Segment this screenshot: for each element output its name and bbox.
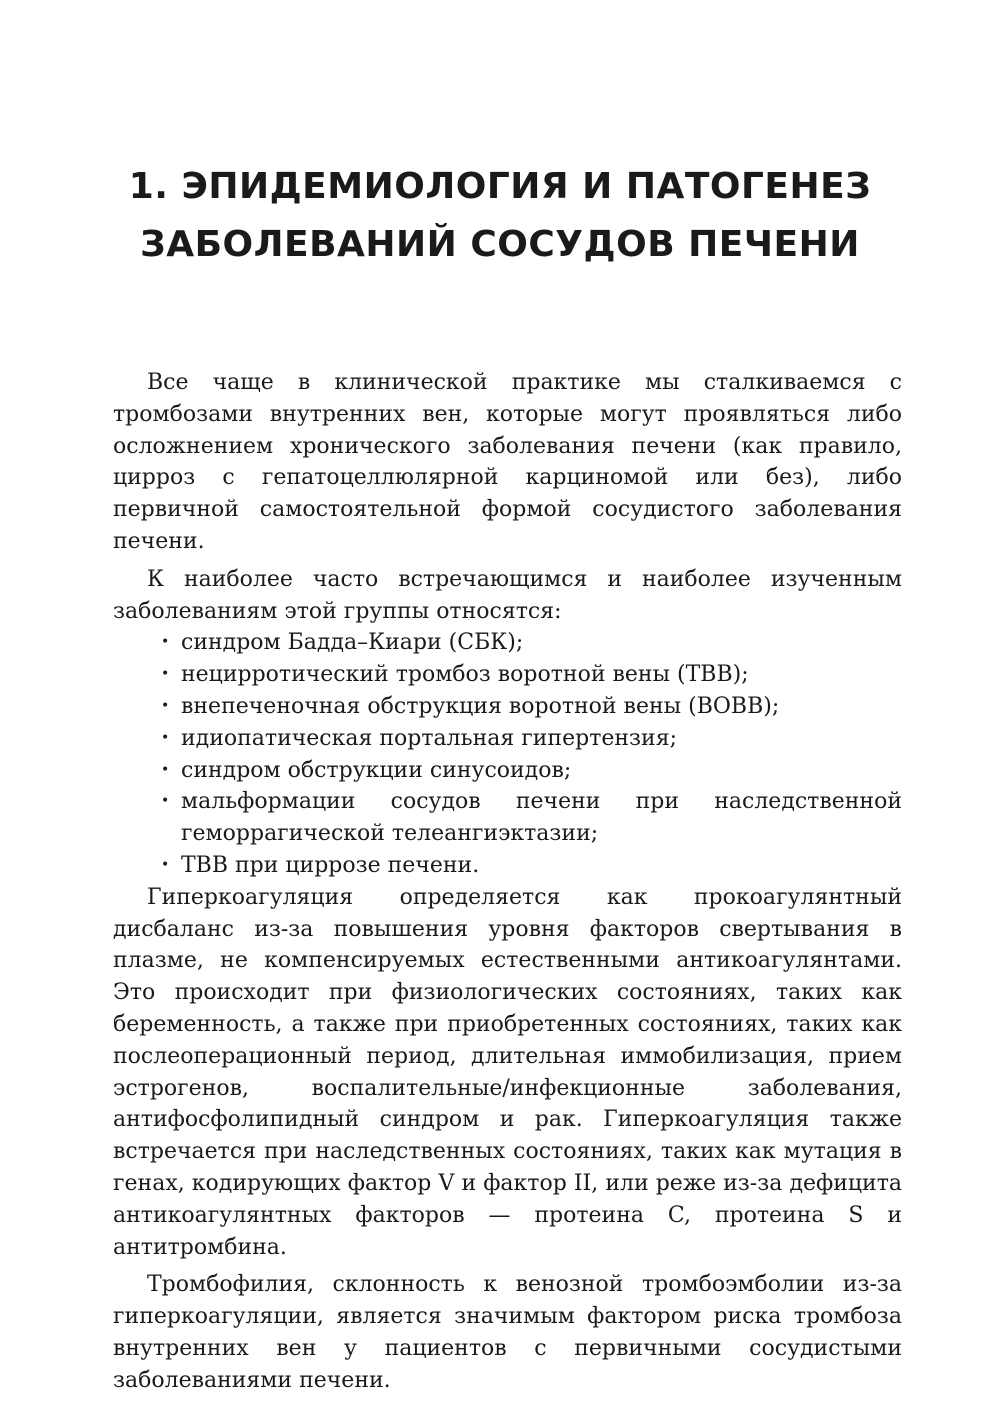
bullet-icon: • <box>161 761 170 778</box>
bullet-icon: • <box>161 793 170 810</box>
list-item <box>113 723 902 755</box>
bullet-icon: • <box>161 666 170 683</box>
paragraph-thrombophilia: Тромбофилия, склонность к венозной тромбоэмболии из-за гиперкоагуляции, является значимым фактором риска тромбоза внутренних вен у пациентов с первичными сосудистыми заболеваниями печени. <box>113 1272 902 1393</box>
bullet-icon: • <box>161 729 170 746</box>
bullet-icon: • <box>161 697 170 714</box>
bullet-icon: • <box>161 856 170 873</box>
list-item-text: идиопатическая портальная гипертензия; <box>181 725 677 751</box>
paragraph-hypercoagulation: Гиперкоагуляция определяется как прокоагулянтный дисбаланс из-за повышения уровня факторов свертывания в плазме, не компенсируемых естественными антикоагулянтами. Это происходит при физиологических состояниях, таких как беременность, а также при приобретенных состояниях, таких как послеоперационный период, длительная иммобилизация, прием эстрогенов, воспалительные/инфекционные заболевания, антифосфолипидный синдром и рак. Гиперкоагуляция также встречается при наследственных состояниях, таких как мутация в генах, кодирующих фактор V и фактор II, или реже из-за дефицита антикоагулянтных факторов — протеина C, протеина S и антитромбина. <box>113 884 902 1260</box>
list-item <box>113 627 902 659</box>
disease-list <box>113 627 902 881</box>
chapter-title-line-1: 1. ЭПИДЕМИОЛОГИЯ И ПАТОГЕНЕЗ <box>128 166 872 207</box>
list-item <box>113 755 902 787</box>
list-item-text: внепеченочная обструкция воротной вены (ВОВВ); <box>181 693 780 719</box>
list-item-text: ТВВ при циррозе печени. <box>181 852 480 878</box>
paragraph-list-intro: К наиболее часто встречающимся и наиболее изученным заболеваниям этой группы относятся: <box>113 566 902 624</box>
chapter-title <box>100 158 900 274</box>
list-item <box>113 850 902 882</box>
list-item-text: мальформации сосудов печени при наследственной геморрагической телеангиэктазии; <box>181 789 902 847</box>
list-item <box>113 659 902 691</box>
bullet-icon: • <box>161 634 170 651</box>
list-item <box>113 786 902 850</box>
chapter-body <box>113 367 902 1397</box>
list-item-text: синдром Бадда–Киари (СБК); <box>181 630 524 656</box>
list-item-text: синдром обструкции синусоидов; <box>181 757 572 783</box>
list-item <box>113 691 902 723</box>
chapter-title-line-2: ЗАБОЛЕВАНИЙ СОСУДОВ ПЕЧЕНИ <box>140 224 860 265</box>
paragraph-intro: Все чаще в клинической практике мы сталкиваемся с тромбозами внутренних вен, которые могут проявляться либо осложнением хронического заболевания печени (как правило, цирроз с гепатоцеллюлярной карциномой или без), либо первичной самостоятельной формой сосудистого заболевания печени. <box>113 370 902 554</box>
list-item-text: нецирротический тромбоз воротной вены (ТВВ); <box>181 662 749 688</box>
